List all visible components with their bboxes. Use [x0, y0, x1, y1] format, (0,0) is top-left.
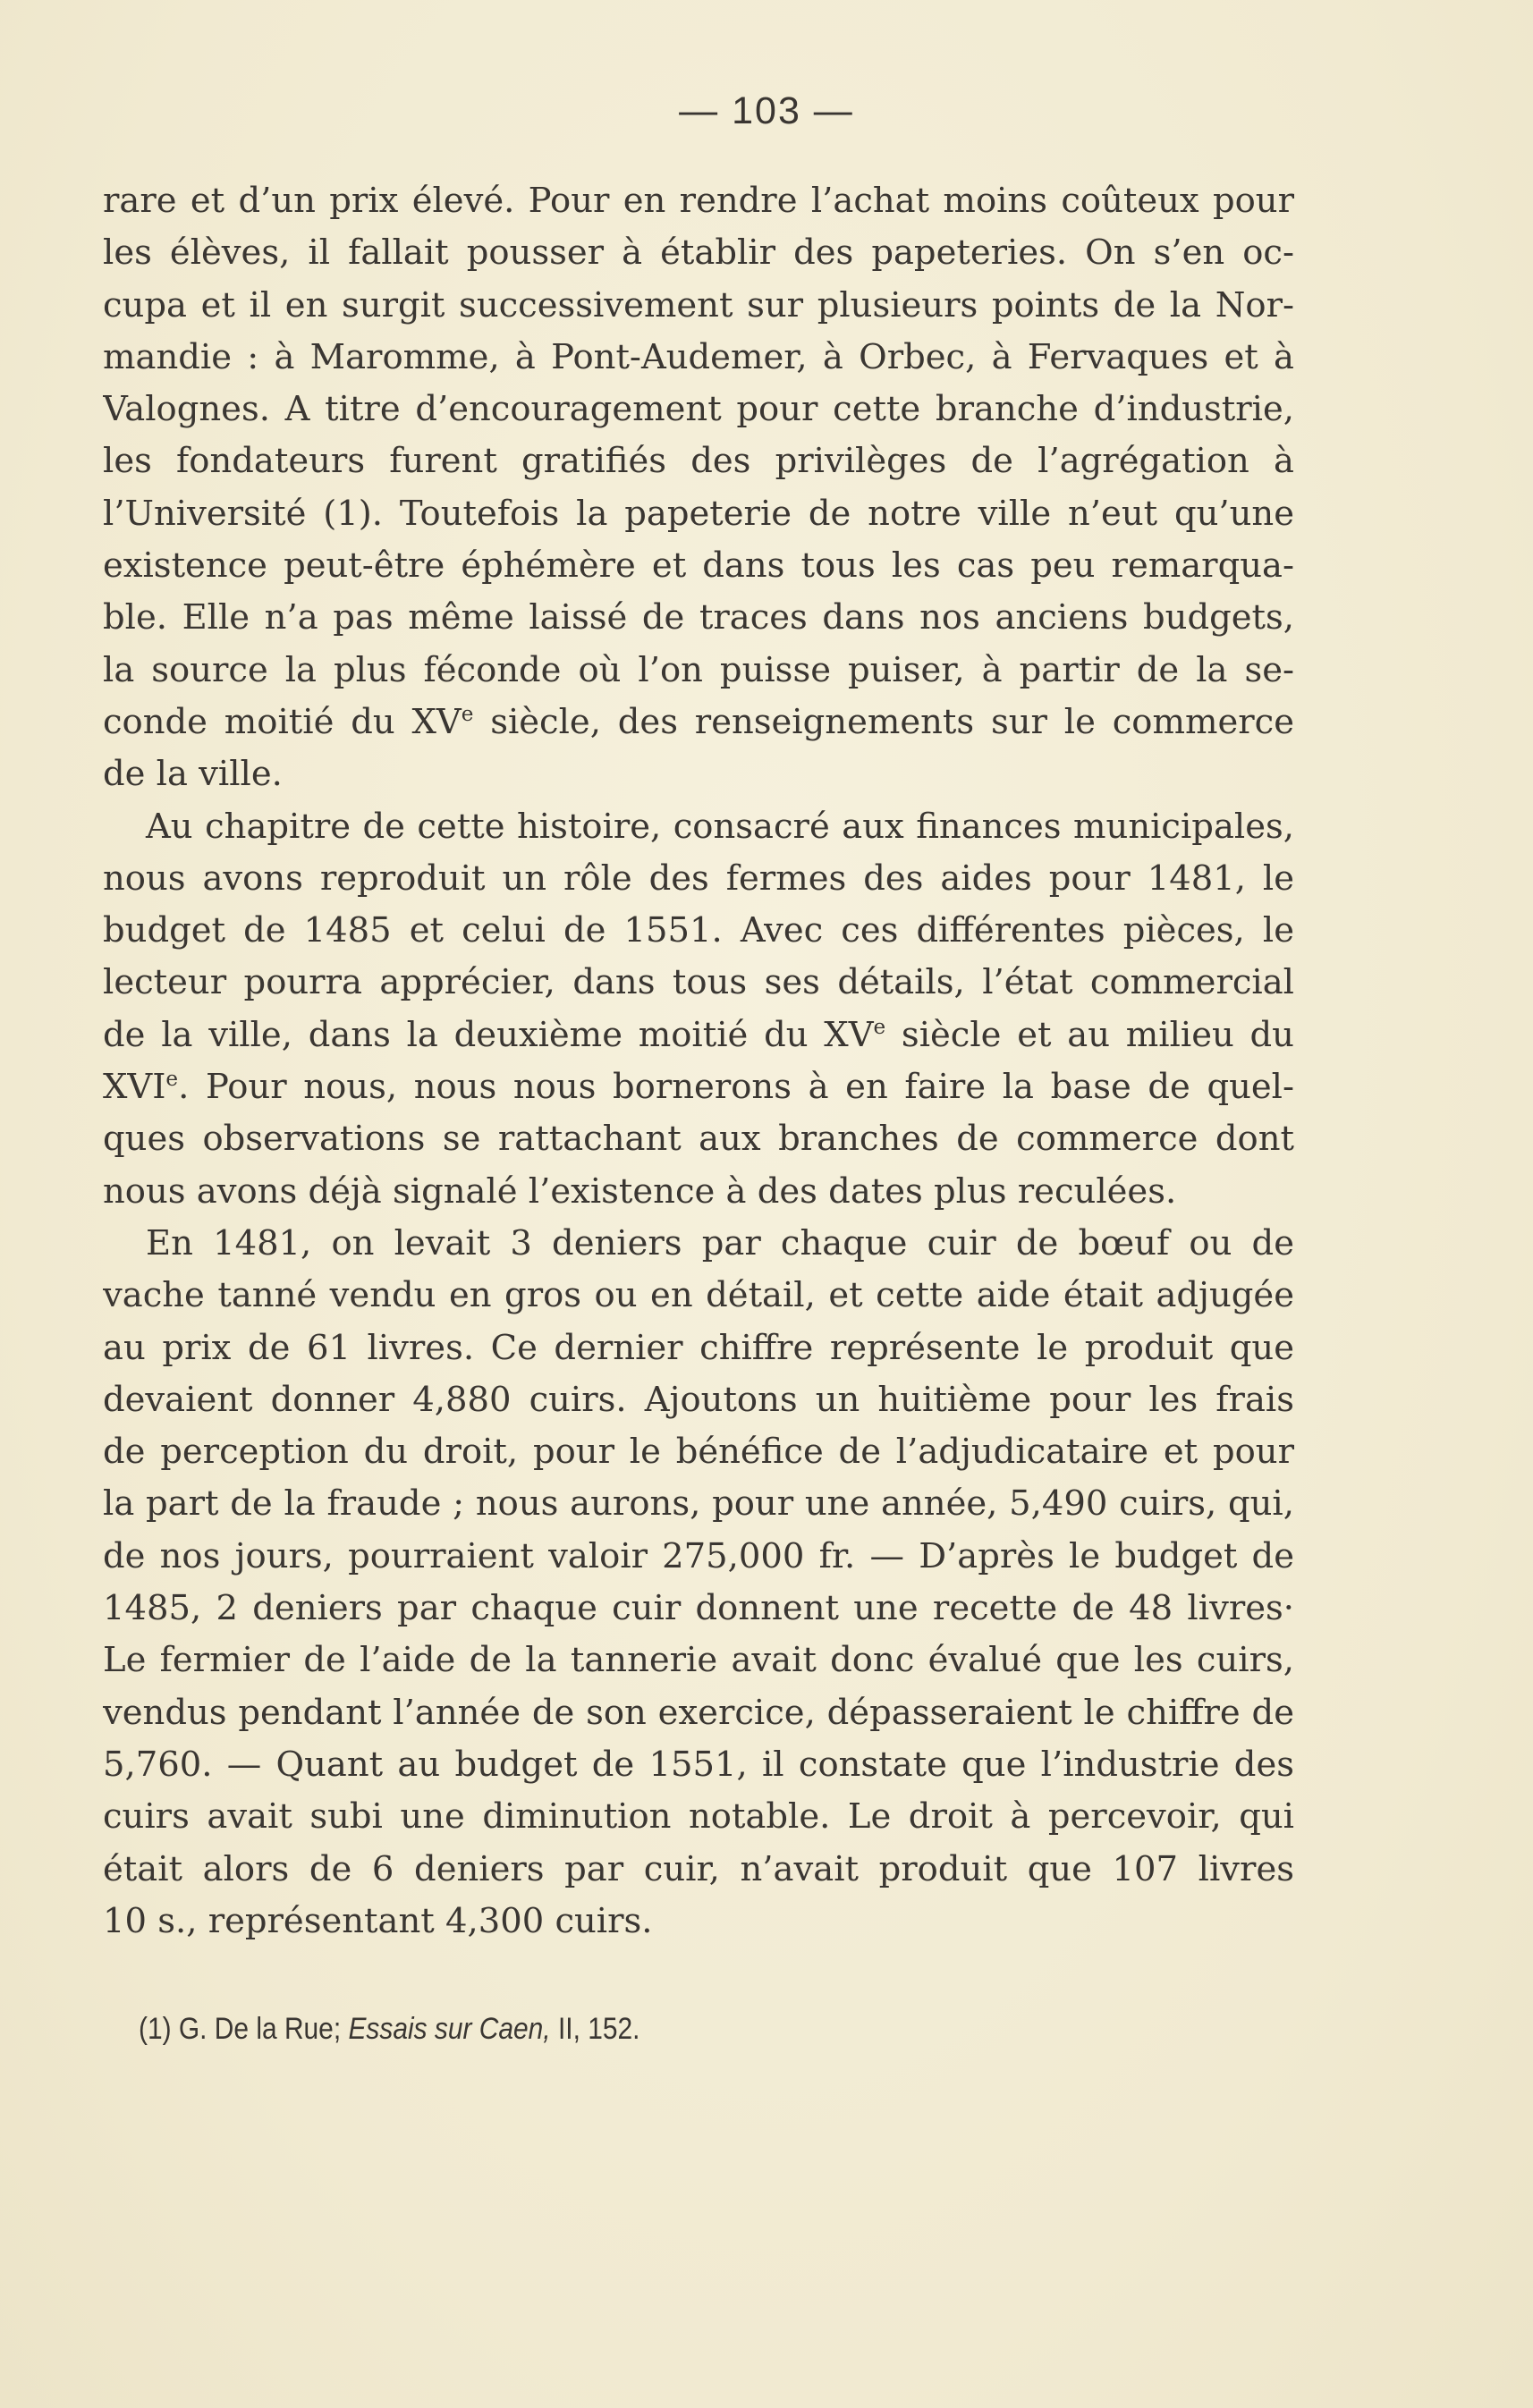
text-line: 5,760. — Quant au budget de 1551, il constate que l’industrie des: [103, 1744, 1294, 1785]
text-line: cuirs avait subi une diminution notable. Le droit à percevoir, qui: [103, 1796, 1294, 1838]
text-line: devaient donner 4,880 cuirs. Ajoutons un huitième pour les frais: [103, 1379, 1294, 1420]
text-line: conde moitié du XVe siècle, des renseignements sur le commerce: [103, 701, 1294, 742]
page-number: — 103 —: [679, 89, 854, 132]
text-line: de la ville.: [103, 754, 283, 795]
text-line: XVIe. Pour nous, nous nous bornerons à en faire la base de quel-: [103, 1067, 1294, 1108]
text-line: nous avons déjà signalé l’existence à des dates plus reculées.: [103, 1170, 1177, 1212]
text-line: Valognes. A titre d’encouragement pour cette branche d’industrie,: [103, 389, 1294, 430]
text-line: vendus pendant l’année de son exercice, dépasseraient le chiffre de: [103, 1692, 1294, 1733]
text-line: de nos jours, pourraient valoir 275,000 fr. — D’après le budget de: [103, 1535, 1294, 1576]
text-line: nous avons reproduit un rôle des fermes des aides pour 1481, le: [103, 858, 1294, 899]
footnote: [139, 2012, 639, 2047]
text-line: la source la plus féconde où l’on puisse puiser, à partir de la se-: [103, 649, 1294, 690]
text-line: ques observations se rattachant aux branches de commerce dont: [103, 1119, 1294, 1160]
footnote-suffix: II, 152.: [557, 2012, 640, 2046]
text-line: cupa et il en surgit successivement sur plusieurs points de la Nor-: [103, 284, 1294, 325]
text-line: au prix de 61 livres. Ce dernier chiffre représente le produit que: [103, 1327, 1294, 1368]
text-line: existence peut-être éphémère et dans tous les cas peu remarqua-: [103, 545, 1294, 587]
text-line: vache tanné vendu en gros ou en détail, et cette aide était adjugée: [103, 1275, 1294, 1316]
text-line: la part de la fraude ; nous aurons, pour une année, 5,490 cuirs, qui,: [103, 1483, 1294, 1525]
text-line: ble. Elle n’a pas même laissé de traces dans nos anciens budgets,: [103, 597, 1294, 638]
text-line: budget de 1485 et celui de 1551. Avec ces différentes pièces, le: [103, 910, 1294, 951]
text-line: était alors de 6 deniers par cuir, n’avait produit que 107 livres: [103, 1848, 1294, 1889]
text-line: de perception du droit, pour le bénéfice de l’adjudicataire et pour: [103, 1432, 1294, 1473]
text-line: 1485, 2 deniers par chaque cuir donnent une recette de 48 livres·: [103, 1588, 1294, 1629]
text-line: lecteur pourra apprécier, dans tous ses détails, l’état commercial: [103, 962, 1294, 1003]
text-line: rare et d’un prix élevé. Pour en rendre l’achat moins coûteux pour: [103, 181, 1294, 221]
text-line: l’Université (1). Toutefois la papeterie de notre ville n’eut qu’une: [103, 493, 1294, 534]
text-line: de la ville, dans la deuxième moitié du XVe siècle et au milieu du: [103, 1014, 1294, 1055]
text-line: 10 s., représentant 4,300 cuirs.: [103, 1900, 653, 1941]
body-text: [103, 175, 1294, 1948]
text-line: En 1481, on levait 3 deniers par chaque cuir de bœuf ou de: [146, 1222, 1294, 1263]
text-line: Au chapitre de cette histoire, consacré aux finances municipales,: [146, 806, 1294, 847]
footnote-prefix: (1) G. De la Rue;: [139, 2012, 342, 2046]
text-line: Le fermier de l’aide de la tannerie avait donc évalué que les cuirs,: [103, 1640, 1294, 1681]
text-line: les élèves, il fallait pousser à établir des papeteries. On s’en oc-: [103, 232, 1294, 274]
footnote-title: Essais sur Caen,: [348, 2012, 551, 2046]
text-line: mandie : à Maromme, à Pont-Audemer, à Orbec, à Fervaques et à: [103, 336, 1294, 377]
text-line: les fondateurs furent gratifiés des privilèges de l’agrégation à: [103, 441, 1294, 482]
